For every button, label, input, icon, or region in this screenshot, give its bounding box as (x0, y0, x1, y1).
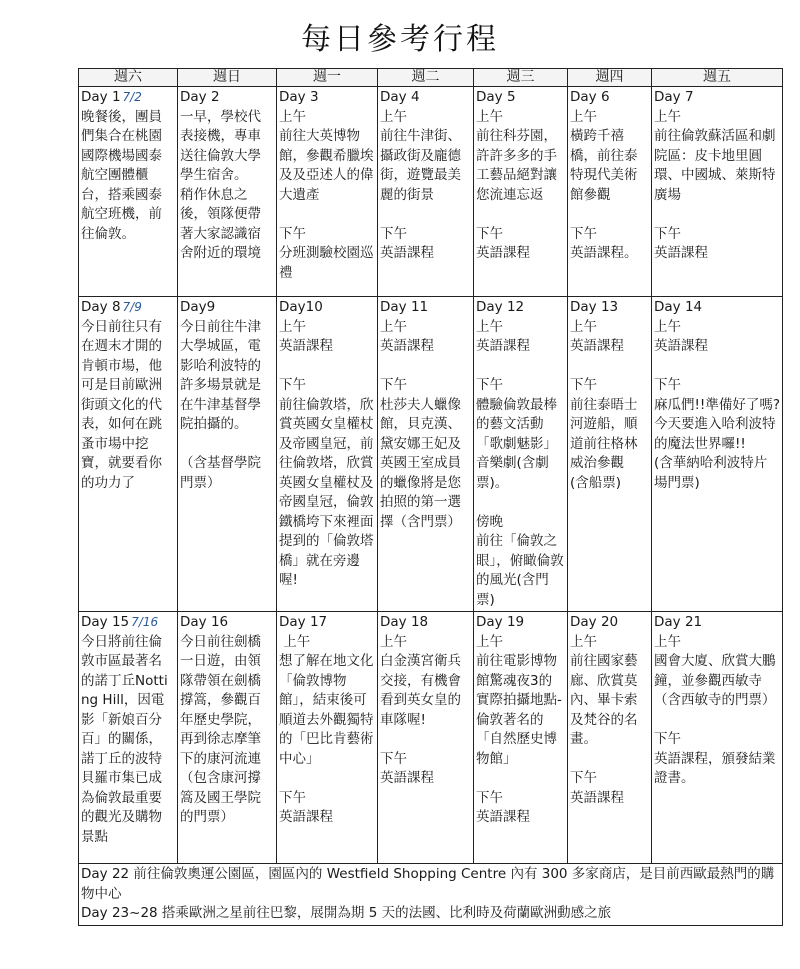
day-activity-text: 今日前往牛津大學城區，電影哈利波特的許多場景就是在牛津基督學院拍攝的。 （含基督學院門票） (180, 318, 261, 491)
day-label-line (570, 298, 649, 318)
day-cell (652, 612, 783, 864)
header-row (79, 69, 783, 87)
day-label: Day 15 (81, 614, 130, 630)
page-title: 每日參考行程 (301, 22, 499, 57)
day-activity-text: 上午 前往電影博物館驚魂夜3的實際拍攝地點-倫敦著名的「自然歷史博物館」 下午 英語課程 (476, 633, 562, 825)
day-label: Day 7 (654, 89, 694, 105)
day-cell (79, 87, 178, 297)
day-cell (474, 612, 568, 864)
footer-line-day22: Day 22 前往倫敦奧運公園區，園區內的 Westfield Shopping Centre 內有 300 多家商店，是目前西歐最熱門的購物中心 (81, 866, 775, 902)
day-label: Day 5 (476, 89, 516, 105)
day-label-line (476, 88, 565, 108)
day-activity-text: 今日前往只有在週末才開的肯頓市場，他可是目前歐洲街頭文化的代表，如何在跳蚤市場中挖寶，就要看你的功力了 (81, 318, 162, 491)
day-label: Day 8 (81, 299, 121, 315)
footer-cell (79, 864, 783, 926)
day-cell (178, 297, 277, 612)
day-activity-text: 上午 白金漢宮衛兵交接，有機會看到英女皇的車隊喔! 下午 英語課程 (380, 633, 461, 786)
day-activity-text: 今日前往劍橋一日遊，由領隊帶領在劍橋撐篙，參觀百年歷史學院，再到徐志摩筆下的康河流連 （包含康河撐篙及國王學院的門票） (180, 633, 261, 825)
day-activity-text: 上午 國會大廈、欣賞大鵬鐘，並參觀西敏寺（含西敏寺的門票） 下午 英語課程，頒發結業證書。 (654, 633, 776, 786)
day-label-line (570, 88, 649, 108)
header-sun: 週日 (178, 69, 277, 87)
day-label: Day 3 (279, 89, 319, 105)
day-cell (79, 612, 178, 864)
header-thu: 週四 (568, 69, 652, 87)
day-label: Day 1 (81, 89, 121, 105)
header-mon: 週一 (277, 69, 378, 87)
date-note: 7/9 (122, 300, 142, 314)
header-fri: 週五 (652, 69, 783, 87)
day-label-line (81, 613, 175, 633)
day-cell (474, 297, 568, 612)
day-label: Day 19 (476, 614, 525, 630)
day-activity-text: 上午 英語課程 下午 體驗倫敦最棒的藝文活動「歌劇魅影」音樂劇(含劇票)。 傍晚 前往「倫敦之眼」，俯瞰倫敦的風光(含門票) (476, 318, 564, 608)
day-label: Day 12 (476, 299, 525, 315)
day-label: Day 11 (380, 299, 429, 315)
day-cell (568, 87, 652, 297)
day-label-line (476, 298, 565, 318)
day-label-line (180, 88, 274, 108)
day-activity-text: 上午 前往牛津街、攝政街及龐德街，遊覽最美麗的街景 下午 英語課程 (380, 108, 461, 261)
day-label: Day 2 (180, 89, 220, 105)
day-cell (79, 297, 178, 612)
day-label-line (279, 88, 375, 108)
day-label: Day 17 (279, 614, 328, 630)
footer-line-day23-28: Day 23~28 搭乘歐洲之星前往巴黎，展開為期 5 天的法國、比利時及荷蘭歐洲動感之旅 (81, 905, 612, 921)
day-cell (277, 297, 378, 612)
date-note: 7/2 (122, 90, 142, 104)
day-cell (378, 612, 474, 864)
day-label: Day 18 (380, 614, 429, 630)
day-cell (378, 87, 474, 297)
day-activity-text: 上午 橫跨千禧橋，前往泰特現代美術館參觀 下午 英語課程。 (570, 108, 638, 261)
day-cell (568, 612, 652, 864)
header-tue: 週二 (378, 69, 474, 87)
day-label: Day 21 (654, 614, 703, 630)
date-note: 7/16 (131, 615, 159, 629)
day-label-line (380, 298, 471, 318)
day-label-line (654, 88, 780, 108)
day-activity-text: 晚餐後，團員們集合在桃園國際機場國泰航空團體櫃台，搭乘國泰航空班機，前往倫敦。 (81, 108, 162, 242)
day-cell (178, 87, 277, 297)
day-activity-text: 上午 前往國家藝廊、欣賞莫內、畢卡索及梵谷的名畫。 下午 英語課程 (570, 633, 638, 806)
header-sat: 週六 (79, 69, 178, 87)
week-row (79, 87, 783, 297)
header-wed: 週三 (474, 69, 568, 87)
day-label-line (380, 613, 471, 633)
day-cell (652, 87, 783, 297)
day-label: Day 16 (180, 614, 229, 630)
day-cell (178, 612, 277, 864)
day-label-line (81, 298, 175, 318)
week-row (79, 297, 783, 612)
day-label: Day9 (180, 299, 216, 315)
day-cell (277, 87, 378, 297)
day-cell (652, 297, 783, 612)
day-activity-text: 上午 英語課程 下午 杜莎夫人蠟像館，貝克漢、黛安娜王妃及英國王室成員的蠟像將是您拍照的第一選擇（含門票） (380, 318, 461, 530)
day-label-line (81, 88, 175, 108)
day-label-line (654, 298, 780, 318)
day-label: Day 6 (570, 89, 610, 105)
day-label-line (279, 613, 375, 633)
day-activity-text: 上午 前往科芬園，許許多多的手工藝品絕對讓您流連忘返 下午 英語課程 (476, 108, 557, 261)
day-label-line (180, 298, 274, 318)
day-label: Day 20 (570, 614, 619, 630)
day-label: Day 14 (654, 299, 703, 315)
day-label-line (654, 613, 780, 633)
day-cell (474, 87, 568, 297)
day-activity-text: 一早，學校代表接機，專車送往倫敦大學學生宿舍。 稍作休息之後，領隊便帶著大家認識宿舍附近的環境 (180, 108, 261, 261)
footer-row (79, 864, 783, 926)
week-row (79, 612, 783, 864)
day-activity-text: 上午 英語課程 下午 前往泰晤士河遊船，順道前往格林威治參觀 (含船票) (570, 318, 638, 491)
day-activity-text: 上午 前往大英博物館，參觀希臘埃及及亞述人的偉大遺產 下午 分班測驗校園巡禮 (279, 108, 374, 281)
day-cell (277, 612, 378, 864)
day-label-line (570, 613, 649, 633)
day-activity-text: 上午 英語課程 下午 前往倫敦塔，欣賞英國女皇權杖及帝國皇冠，前往倫敦塔，欣賞英國女皇權杖及帝國皇冠，倫敦鐵橋垮下來裡面提到的「倫敦塔橋」就在旁邊喔! (279, 318, 374, 588)
day-label: Day 4 (380, 89, 420, 105)
day-activity-text: 今日將前往倫敦市區最著名的諾丁丘Notting Hill，因電影「新娘百分百」的關係，諾丁丘的波特貝羅市集已成為倫敦最重要的觀光及購物景點 (81, 633, 168, 845)
day-label-line (279, 298, 375, 318)
day-activity-text: 上午 想了解在地文化「倫敦博物館」，結束後可順道去外觀獨特的「巴比肯藝術中心」 下午 英語課程 (279, 633, 374, 825)
day-activity-text: 上午 前往倫敦蘇活區和劇院區：皮卡地里圓環、中國城、萊斯特廣場 下午 英語課程 (654, 108, 776, 261)
day-activity-text: 上午 英語課程 下午 麻瓜們!!準備好了嗎?今天要進入哈利波特的魔法世界囉!! (含華納哈利波特片場門票) (654, 318, 780, 491)
itinerary-table (78, 68, 783, 926)
day-label-line (380, 88, 471, 108)
day-cell (378, 297, 474, 612)
day-label: Day 13 (570, 299, 619, 315)
day-label-line (476, 613, 565, 633)
day-label-line (180, 613, 274, 633)
day-label: Day10 (279, 299, 323, 315)
day-cell (568, 297, 652, 612)
